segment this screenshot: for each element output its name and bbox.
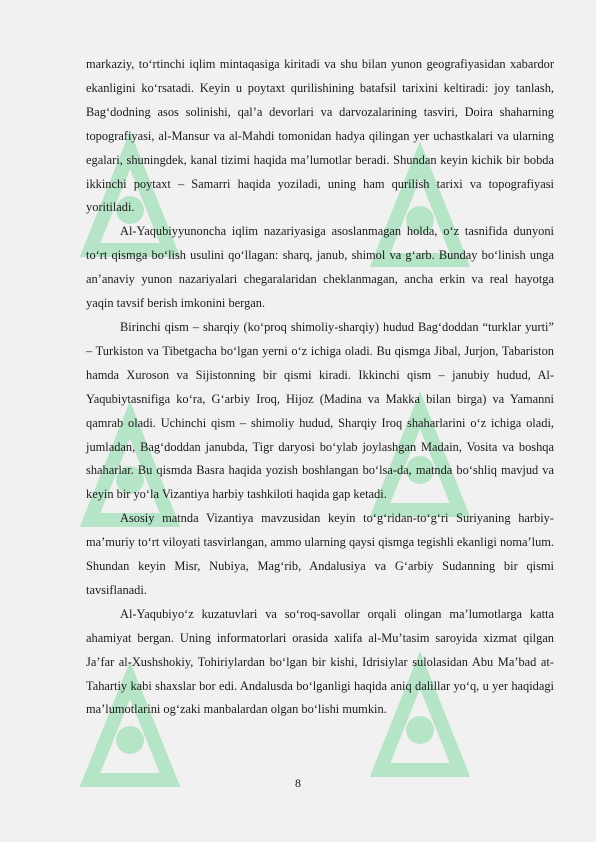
paragraph: markaziy, toʻrtinchi iqlim mintaqasiga kiritadi va shu bilan yunon geografiyasidan xabardor ekanligini koʻrsatadi. Keyin u poytaxt qurilishining batafsil tarixini keltiradi: joy tanlash, Bagʻdodning asos solinishi, qalʼa devorlari va darvozalarining tasviri, Doira shaharning topografiyasi, al-Mansur va al-Mahdi tomonidan hadya qilingan yer uchastkalari va ularning egalari, shuningdek, kanal tizimi haqida maʼlumotlar beradi. Shundan keyin kichik bir bobda ikkinchi poytaxt – Samarri haqida yoziladi, uning ham qurilish tarixi va topografiyasi yoritiladi.: [86, 57, 554, 215]
paragraph: Birinchi qism – sharqiy (koʻproq shimoliy-sharqiy) hudud Bagʻdoddan “turklar yurti” – Turkiston va Tibetgacha boʻlgan yerni oʻz ichiga oladi. Bu qismga Jibal, Jurjon, Tabariston hamda Xuroson va Sijistonning bir qismi kiradi. Ikkinchi qism – janubiy hudud, Al-Yaqubiytasnifiga koʻra, Gʻarbiy Iroq, Hijoz (Madina va Makka bilan birga) va Yamanni qamrab oladi. Uchinchi qism – shimoliy hudud, Sharqiy Iroq shaharlarini oʻz ichiga oladi, jumladan, Bagʻdoddan janubda, Tigr daryosi boʻylab joylashgan Madain, Vosita va boshqa shaharlar. Bu qismda Basra haqida yozish boshlangan boʻlsa-da, matnda boʻshliq mavjud va keyin bir yoʻla Vizantiya harbiy tashkiloti haqida gap ketadi.: [86, 319, 554, 502]
page-number: 8: [295, 776, 301, 790]
paragraph: Al-Yaqubiyoʻz kuzatuvlari va soʻroq-savollar orqali olingan maʼlumotlarga katta ahamiyat bergan. Uning informatorlari orasida xalifa al-Muʼtasim saroyida xizmat qilgan Jaʼfar al-Xushshokiy, Tohiriylardan boʻlgan bir kishi, Idrisiylar sulolasidan Abu Maʼbad at-Tahartiy kabi shaxslar bor edi. Andalusda boʻlganligi haqida aniq dalillar yoʻq, u yer haqidagi maʼlumotlarini ogʻzaki manbalardan olgan boʻlishi mumkin.: [86, 606, 554, 717]
paragraph: Al-Yaqubiyyunoncha iqlim nazariyasiga asoslanmagan holda, oʻz tasnifida dunyoni toʻrt qismga boʻlish usulini qoʻllagan: sharq, janub, shimol va gʻarb. Bunday boʻlinish unga anʼanaviy yunon nazariyalari chegaralaridan cheklanmagan, ancha erkin va real hayotga yaqin tavsif berish imkonini bergan.: [86, 224, 554, 311]
paragraph: Asosiy matnda Vizantiya mavzusidan keyin toʻgʻridan-toʻgʻri Suriyaning harbiy-maʼmuriy toʻrt viloyati tasvirlangan, ammo ularning qaysi qismga tegishli ekanligi nomaʼlum. Shundan keyin Misr, Nubiya, Magʻrib, Andalusiya va Gʻarbiy Sudanning bir qismi tavsiflanadi.: [86, 511, 554, 597]
body-text: [86, 53, 554, 722]
